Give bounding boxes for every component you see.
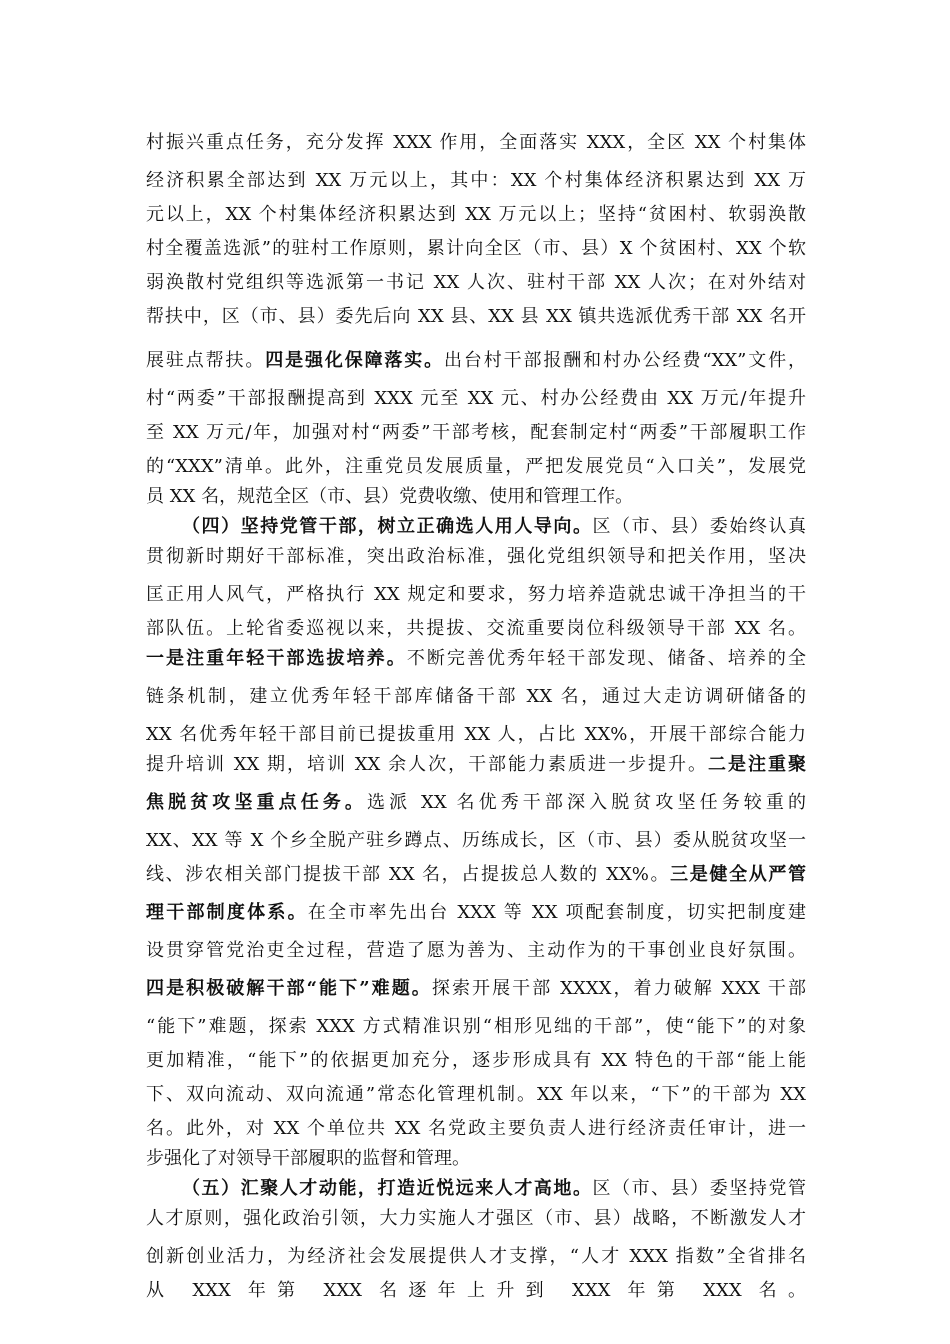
section-heading: （五）汇聚人才动能，打造近悦远来人才高地。 xyxy=(182,1178,593,1199)
section-heading: （四）坚持党管干部，树立正确选人用人导向。 xyxy=(182,516,593,537)
text-line xyxy=(146,1306,806,1336)
text-line: 村全覆盖选派”的驻村工作原则，累计向全区（市、县）X 个贫困村、XX 个软 xyxy=(146,238,806,259)
text-line: XX、XX 等 X 个乡全脱产驻乡蹲点、历练成长，区（市、县）委从脱贫攻坚一 xyxy=(146,830,806,851)
text-line: 的“XXX”清单。此外，注重党员发展质量，严把发展党员“入口关”，发展党 xyxy=(146,456,806,477)
text-line: “能下”难题，探索 XXX 方式精准识别“相形见绌的干部”，使“能下”的对象 xyxy=(146,1016,806,1037)
text-line: 至 XX 万元/年，加强对村“两委”干部考核，配套制定村“两委”干部履职工作 xyxy=(146,422,806,443)
text-line: 创新创业活力，为经济社会发展提供人才支撑，“人才 XXX 指数”全省排名 xyxy=(146,1246,806,1267)
text-line: 一是注重年轻干部选拔培养。不断完善优秀年轻干部发现、储备、培养的全 xyxy=(146,648,806,669)
text-line: 匡正用人风气，严格执行 XX 规定和要求，努力培养造就忠诚干净担当的干 xyxy=(146,584,806,605)
text-line: 从 XXX 年第 XXX 名逐年上升到 XXX 年第 XXX 名。 xyxy=(146,1280,806,1301)
bold-heading: 四是积极破解干部“能下”难题。 xyxy=(146,978,432,999)
text-line: 元以上，XX 个村集体经济积累达到 XX 万元以上；坚持“贫困村、软弱涣散 xyxy=(146,204,806,225)
text-line: 名。此外，对 XX 个单位共 XX 名党政主要负责人进行经济责任审计，进一 xyxy=(146,1118,806,1139)
bold-heading: 二是注重聚 xyxy=(708,754,806,775)
text-line: 下、双向流动、双向流通”常态化管理机制。XX 年以来，“下”的干部为 XX xyxy=(146,1084,806,1105)
text-line: 展驻点帮扶。四是强化保障落实。出台村干部报酬和村办公经费“XX”文件， xyxy=(146,350,806,371)
text-line: 链条机制，建立优秀年轻干部库储备干部 XX 名，通过大走访调研储备的 xyxy=(146,686,806,707)
text-line: XX 名优秀年轻干部目前已提拔重用 XX 人，占比 XX%，开展干部综合能力 xyxy=(146,724,806,745)
text-line: 线、涉农相关部门提拔干部 XX 名，占提拔总人数的 XX%。三是健全从严管 xyxy=(146,864,806,885)
text-line: 村“两委”干部报酬提高到 XXX 元至 XX 元、村办公经费由 XX 万元/年提升 xyxy=(146,388,806,409)
text-line: 焦脱贫攻坚重点任务。选派 XX 名优秀干部深入脱贫攻坚任务较重的 xyxy=(146,792,806,813)
text-line: 提升培训 XX 期，培训 XX 余人次，干部能力素质进一步提升。二是注重聚 xyxy=(146,754,806,775)
section-heading-line: （四）坚持党管干部，树立正确选人用人导向。区（市、县）委始终认真 xyxy=(182,516,806,537)
text-line: 理干部制度体系。在全市率先出台 XXX 等 XX 项配套制度，切实把制度建 xyxy=(146,902,806,923)
bold-heading: 四是强化保障落实。 xyxy=(265,350,445,371)
text-line: 更加精准，“能下”的依据更加充分，逐步形成具有 XX 特色的干部“能上能 xyxy=(146,1050,806,1071)
text-line: 四是积极破解干部“能下”难题。探索开展干部 XXXX，着力破解 XXX 干部 xyxy=(146,978,806,999)
text-line: 步强化了对领导干部履职的监督和管理。 xyxy=(146,1148,470,1169)
text-line: 设贯穿管党治吏全过程，营造了愿为善为、主动作为的干事创业良好氛围。 xyxy=(146,940,806,961)
text-line: 村振兴重点任务，充分发挥 XXX 作用，全面落实 XXX，全区 XX 个村集体 xyxy=(146,132,806,153)
bold-heading: 理干部制度体系。 xyxy=(146,902,308,923)
text-line: 经济积累全部达到 XX 万元以上，其中：XX 个村集体经济积累达到 XX 万 xyxy=(146,170,806,191)
section-heading-line: （五）汇聚人才动能，打造近悦远来人才高地。区（市、县）委坚持党管 xyxy=(182,1178,806,1199)
text-line: 弱涣散村党组织等选派第一书记 XX 人次、驻村干部 XX 人次；在对外结对 xyxy=(146,272,806,293)
text-line: 员 XX 名，规范全区（市、县）党费收缴、使用和管理工作。 xyxy=(146,486,634,507)
bold-heading: 三是健全从严管 xyxy=(670,864,806,885)
text-line: 贯彻新时期好干部标准，突出政治标准，强化党组织领导和把关作用，坚决 xyxy=(146,546,806,567)
document-body xyxy=(146,128,806,1336)
bold-heading: 一是注重年轻干部选拔培养。 xyxy=(146,648,407,669)
text-line: 帮扶中，区（市、县）委先后向 XX 县、XX 县 XX 镇共选派优秀干部 XX 名开 xyxy=(146,306,806,327)
bold-heading: 焦脱贫攻坚重点任务。 xyxy=(146,792,368,813)
text-line: 人才原则，强化政治引领，大力实施人才强区（市、县）战略，不断激发人才 xyxy=(146,1208,806,1229)
text-line: 部队伍。上轮省委巡视以来，共提拔、交流重要岗位科级领导干部 XX 名。 xyxy=(146,618,806,639)
